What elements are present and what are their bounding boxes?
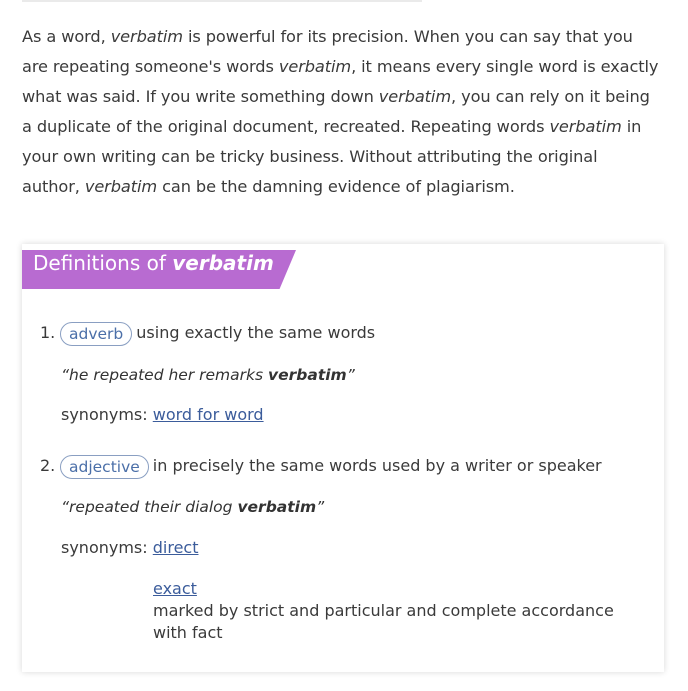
synonyms-2: [61, 537, 199, 559]
synonym-definition-line: with fact: [153, 623, 223, 642]
example-headword: verbatim: [237, 498, 317, 516]
definition-text: in precisely the same words used by a writer or speaker: [152, 456, 602, 475]
intro-text: , you can rely on it being: [451, 87, 650, 106]
intro-headword: verbatim: [278, 57, 352, 76]
intro-text: are repeating someone's words: [22, 57, 279, 76]
cut-off-heading: [22, 0, 422, 2]
definition-number: 1.: [40, 323, 56, 342]
intro-line: [22, 112, 672, 142]
synonym-link-direct[interactable]: direct: [152, 538, 199, 557]
intro-text: can be the damning evidence of plagiarism.: [157, 177, 515, 196]
intro-text: a duplicate of the original document, recreated. Repeating words: [22, 117, 550, 136]
intro-line: [22, 82, 672, 112]
intro-paragraph: [22, 22, 672, 202]
synonym-link-exact[interactable]: exact: [153, 579, 197, 598]
example-closing-quote: ”: [346, 366, 355, 384]
intro-text: in: [621, 117, 642, 136]
synonyms-1: [61, 404, 264, 426]
intro-text: what was said. If you write something down: [22, 87, 379, 106]
synonym-definition-line: marked by strict and particular and complete accordance: [153, 601, 614, 620]
intro-headword: verbatim: [110, 27, 183, 46]
definitions-title-word: verbatim: [172, 251, 274, 275]
synonyms-label: synonyms:: [61, 538, 153, 557]
intro-text: , it means every single word is exactly: [351, 57, 659, 76]
intro-line: your own writing can be tricky business. Without attributing the original: [22, 147, 598, 166]
intro-line: [22, 172, 672, 202]
synonym-link-word-for-word[interactable]: word for word: [152, 405, 264, 424]
example-1: [61, 364, 355, 386]
intro-headword: verbatim: [549, 117, 622, 136]
intro-text: As a word,: [22, 27, 111, 46]
intro-text: is powerful for its precision. When you can say that you: [182, 27, 633, 46]
example-closing-quote: ”: [316, 498, 325, 516]
example-text: “he repeated her remarks: [61, 366, 268, 384]
intro-line: [22, 22, 672, 52]
definition-2: [40, 454, 602, 479]
example-text: “repeated their dialog: [61, 498, 238, 516]
definitions-title-prefix: Definitions of: [33, 251, 173, 275]
intro-line: [22, 52, 672, 82]
part-of-speech-pill[interactable]: adjective: [60, 455, 149, 479]
definitions-card: [22, 244, 664, 672]
intro-headword: verbatim: [378, 87, 451, 106]
part-of-speech-pill[interactable]: adverb: [60, 322, 132, 346]
synonym-entry-exact: [153, 578, 614, 644]
intro-text: author,: [22, 177, 85, 196]
example-2: [61, 496, 324, 518]
definitions-title: [33, 250, 274, 276]
example-headword: verbatim: [268, 366, 347, 384]
synonyms-label: synonyms:: [61, 405, 153, 424]
intro-headword: verbatim: [84, 177, 158, 196]
definition-1: [40, 321, 375, 346]
definition-text: using exactly the same words: [136, 323, 376, 342]
definition-number: 2.: [40, 456, 56, 475]
